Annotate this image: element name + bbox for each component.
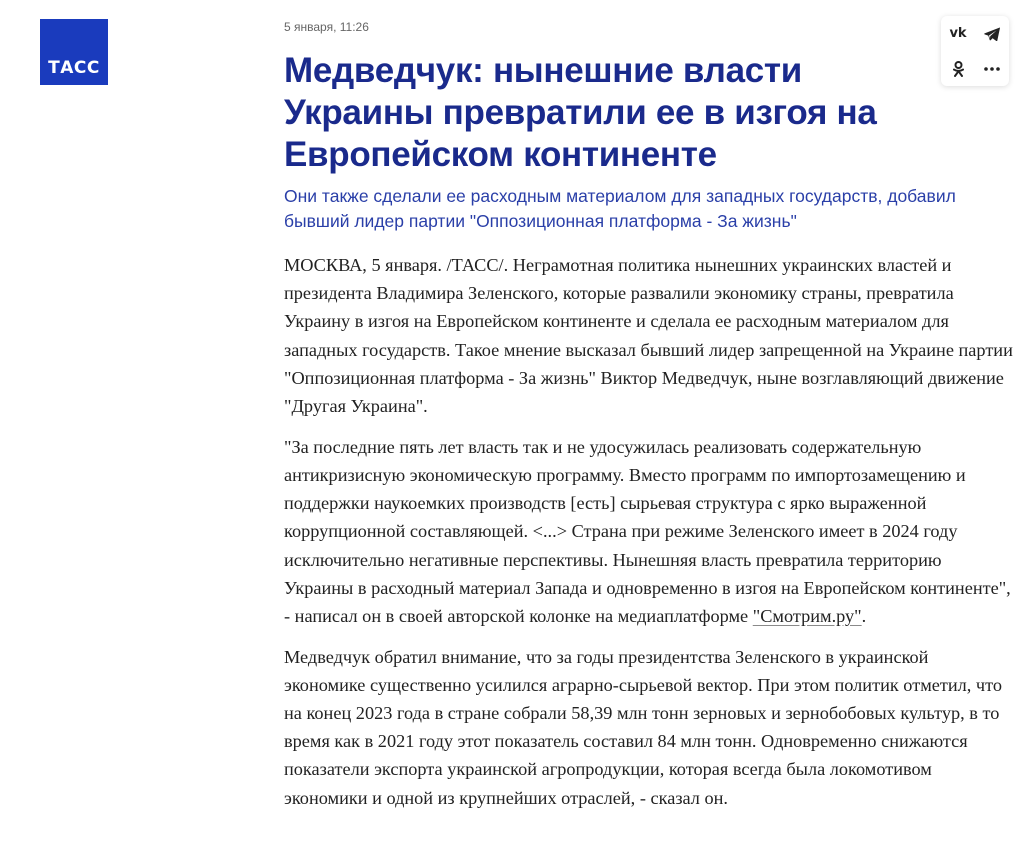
paragraph-3: Медведчук обратил внимание, что за годы президентства Зеленского в украинской экономике существенно усилился аграрно-сырьевой вектор. При этом политик отметил, что на конец 2023 года в стране собрали 58,39 млн тонн зерновых и зернобобовых культур, в то время как в 2021 году этот показатель составил 84 млн тонн. Одновременно снижаются показатели экспорта украинской агропродукции, которая всегда была локомотивом экономики и одной из крупнейших отраслей, - сказал он.: [284, 646, 1003, 808]
share-panel: [941, 16, 1009, 86]
paragraph-2: [284, 433, 1014, 630]
article-subtitle: Они также сделали ее расходным материалом для западных государств, добавил бывший лидер партии "Оппозиционная платформа - За жизнь": [284, 186, 956, 231]
ok-share-button[interactable]: [941, 51, 975, 86]
logo-text: ТАСС: [48, 58, 100, 78]
article-title: Медведчук: нынешние власти Украины превратили ее в изгоя на Европейском континенте: [284, 51, 877, 174]
paragraph-2-end: .: [861, 605, 867, 626]
vk-share-button[interactable]: [941, 16, 975, 51]
paragraph-2-text: "За последние пять лет власть так и не удосужилась реализовать содержательную антикризисную экономическую программу. Вместо программ по импортозамещению и поддержки наукоемких производств [есть] сырьевая структура с ярко выраженной коррупционной составляющей. <...> Страна при режиме Зеленского имеет в 2024 году исключительно негативные перспективы. Нынешняя власть превратила территорию Украины в расходный материал Запада и одновременно в изгоя на Европейском континенте", - написал он в своей авторской колонке на медиаплатформе: [284, 436, 1011, 626]
more-dots-icon: [984, 67, 1000, 71]
vk-icon: vk: [949, 26, 967, 41]
paragraph-1: МОСКВА, 5 января. /ТАСС/. Неграмотная политика нынешних украинских властей и президента Владимира Зеленского, которые развалили экономику страны, превратила Украину в изгоя на Европейском континенте и сделала ее расходным материалом для западных государств. Такое мнение высказал бывший лидер запрещенной на Украине партии "Оппозиционная платформа - За жизнь" Виктор Медведчук, ныне возглавляющий движение "Другая Украина".: [284, 255, 1013, 417]
publish-date: 5 января, 11:26: [284, 20, 369, 34]
tass-logo[interactable]: [40, 19, 108, 85]
article-body: [284, 251, 1014, 824]
telegram-share-button[interactable]: [975, 16, 1009, 51]
odnoklassniki-icon: [953, 61, 964, 77]
more-share-button[interactable]: [975, 51, 1009, 86]
smotrim-link[interactable]: "Смотрим.ру": [752, 605, 862, 626]
telegram-icon: [984, 27, 1000, 41]
